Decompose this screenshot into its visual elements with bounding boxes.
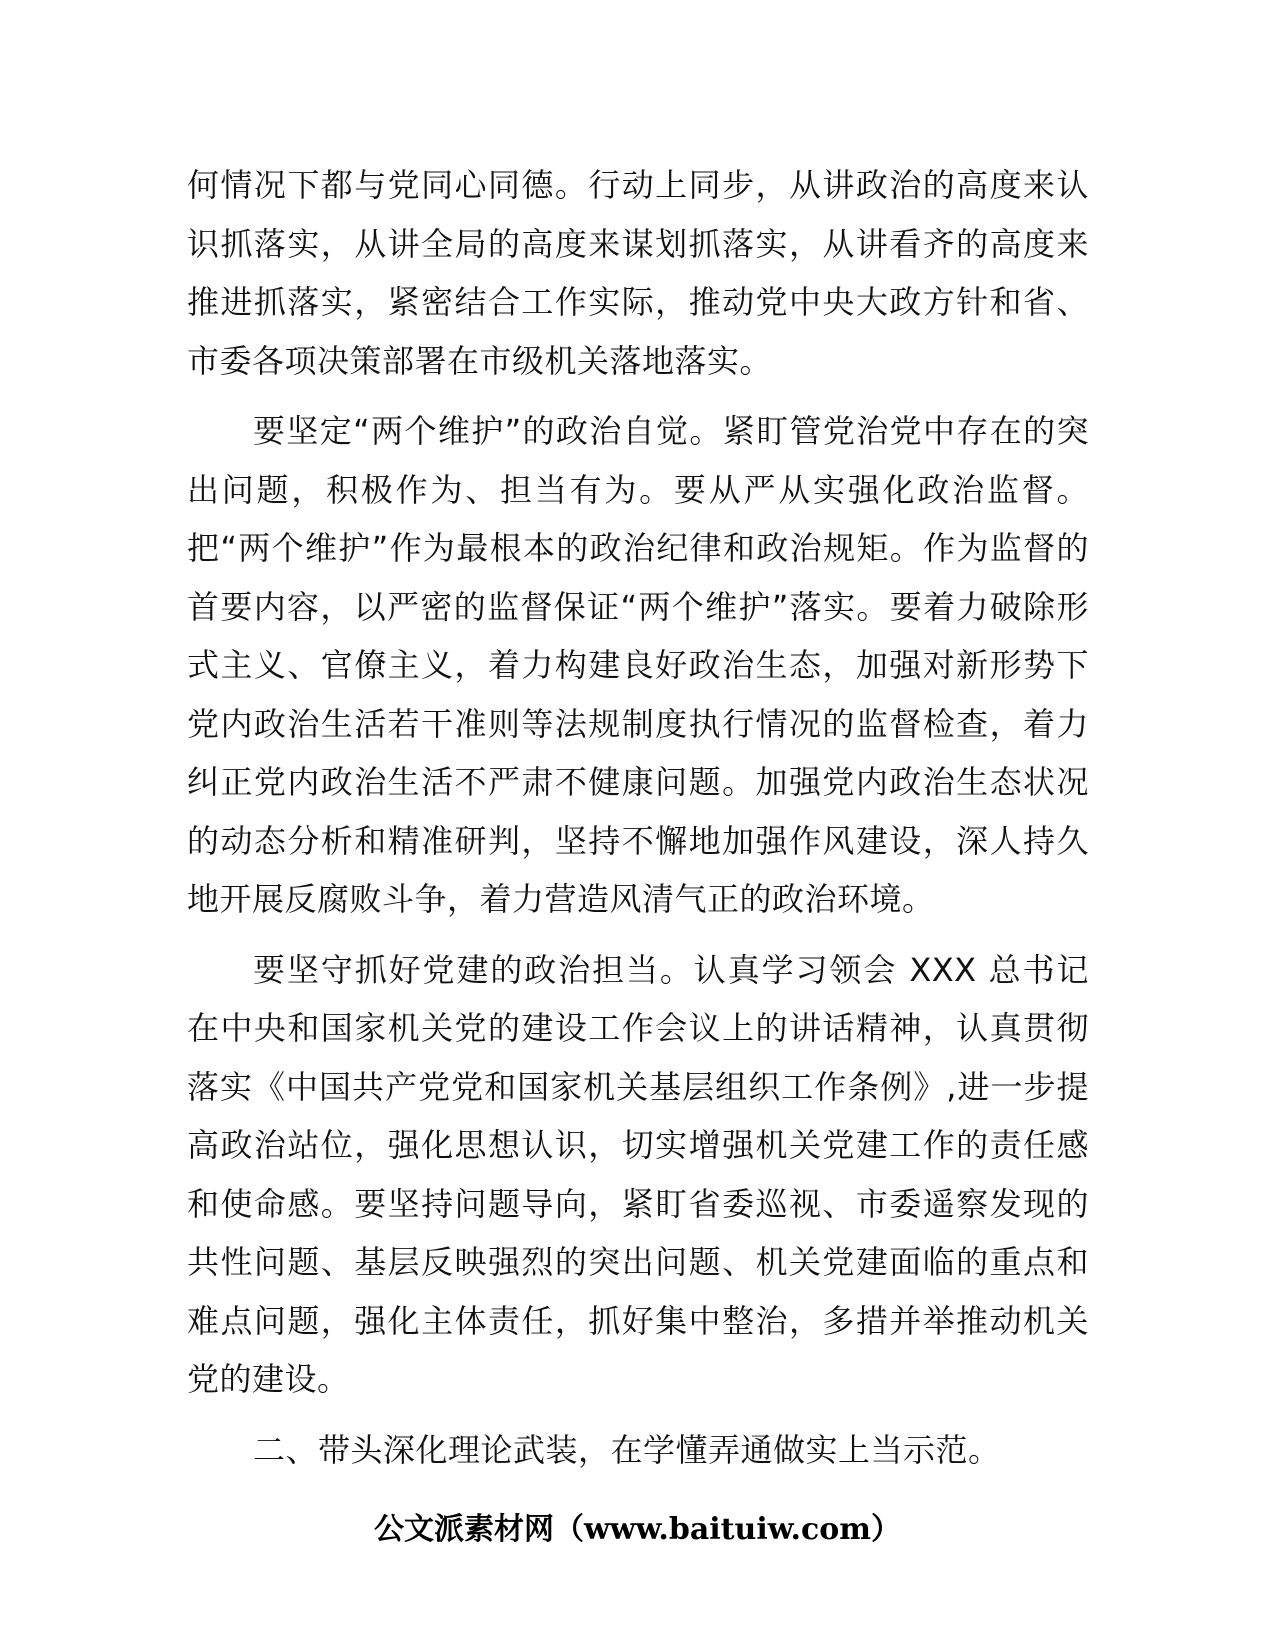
section-heading-two: 二、带头深化理论武装，在学懂弄通做实上当示范。 [253,1430,1001,1469]
footer-watermark: 公文派素材网（www.baituiw.com） [373,1512,902,1547]
paragraph-continuation: 何情况下都与党同心同德。行动上同步，从讲政治的高度来认识抓落实，从讲全局的高度来谋划抓落实，从讲看齐的高度来推进抓落实，紧密结合工作实际，推动党中央大政方针和省、市委各项决策部署在市级机关落地落实。 [187,166,1089,380]
paragraph-party-building: 要坚守抓好党建的政治担当。认真学习领会 XXX 总书记在中央和国家机关党的建设工作会议上的讲话精神，认真贯彻落实《中国共产党党和国家机关基层组织工作条例》,进一步提高政治站位，强化思想认识，切实增强机关党建工作的责任感和使命感。要坚持问题导向，紧盯省委巡视、市委遥察发现的共性问题、基层反映强烈的突出问题、机关党建面临的重点和难点问题，强化主体责任，抓好集中整治，多措并举推动机关党的建设。 [187,950,1089,1398]
paragraph-political-consciousness: 要坚定“两个维护”的政治自觉。紧盯管党治党中存在的突出问题，积极作为、担当有为。要从严从实强化政治监督。把“两个维护”作为最根本的政治纪律和政治规矩。作为监督的首要内容，以严密的监督保证“两个维护”落实。要着力破除形式主义、官僚主义，着力构建良好政治生态，加强对新形势下党内政治生活若干准则等法规制度执行情况的监督检查，着力纠正党内政治生活不严肃不健康问题。加强党内政治生态状况的动态分析和精准研判，坚持不懈地加强作风建设，深人持久地开展反腐败斗争，着力营造风清气正的政治环境。 [187,412,1089,918]
document-body [187,156,1089,1491]
